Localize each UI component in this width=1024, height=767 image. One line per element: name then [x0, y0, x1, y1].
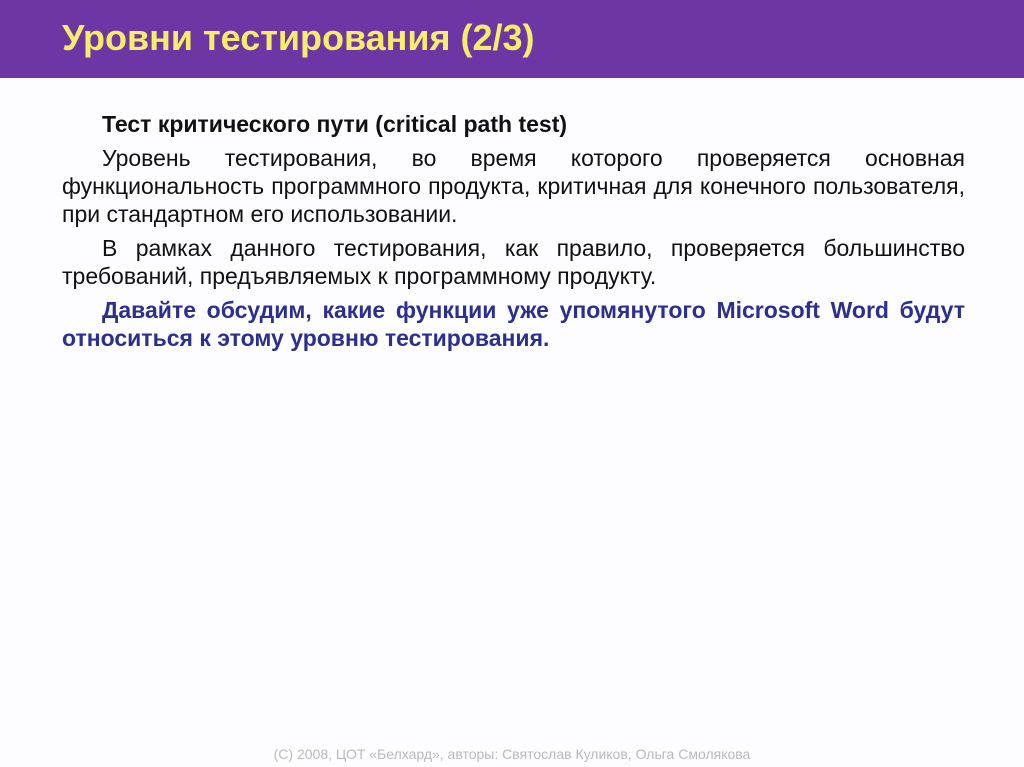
- slide-content: [62, 110, 965, 358]
- copyright-footer: (C) 2008, ЦОТ «Белхард», авторы: Святослав Куликов, Ольга Смолякова: [273, 746, 751, 762]
- body-paragraph-1: Уровень тестирования, во время которого проверяется основная функциональность программного продукта, критичная для конечного пользователя, при стандартном его использовании.: [62, 145, 965, 227]
- body-paragraph-2: В рамках данного тестирования, как правило, проверяется большинство требований, предъявляемых к программному продукту.: [62, 235, 965, 289]
- discussion-prompt: Давайте обсудим, какие функции уже упомянутого Microsoft Word будут относиться к этому уровню тестирования.: [62, 297, 965, 351]
- title-bar: [0, 0, 1024, 78]
- section-heading: Тест критического пути (critical path test): [102, 111, 568, 137]
- slide-title: Уровни тестирования (2/3): [62, 17, 535, 58]
